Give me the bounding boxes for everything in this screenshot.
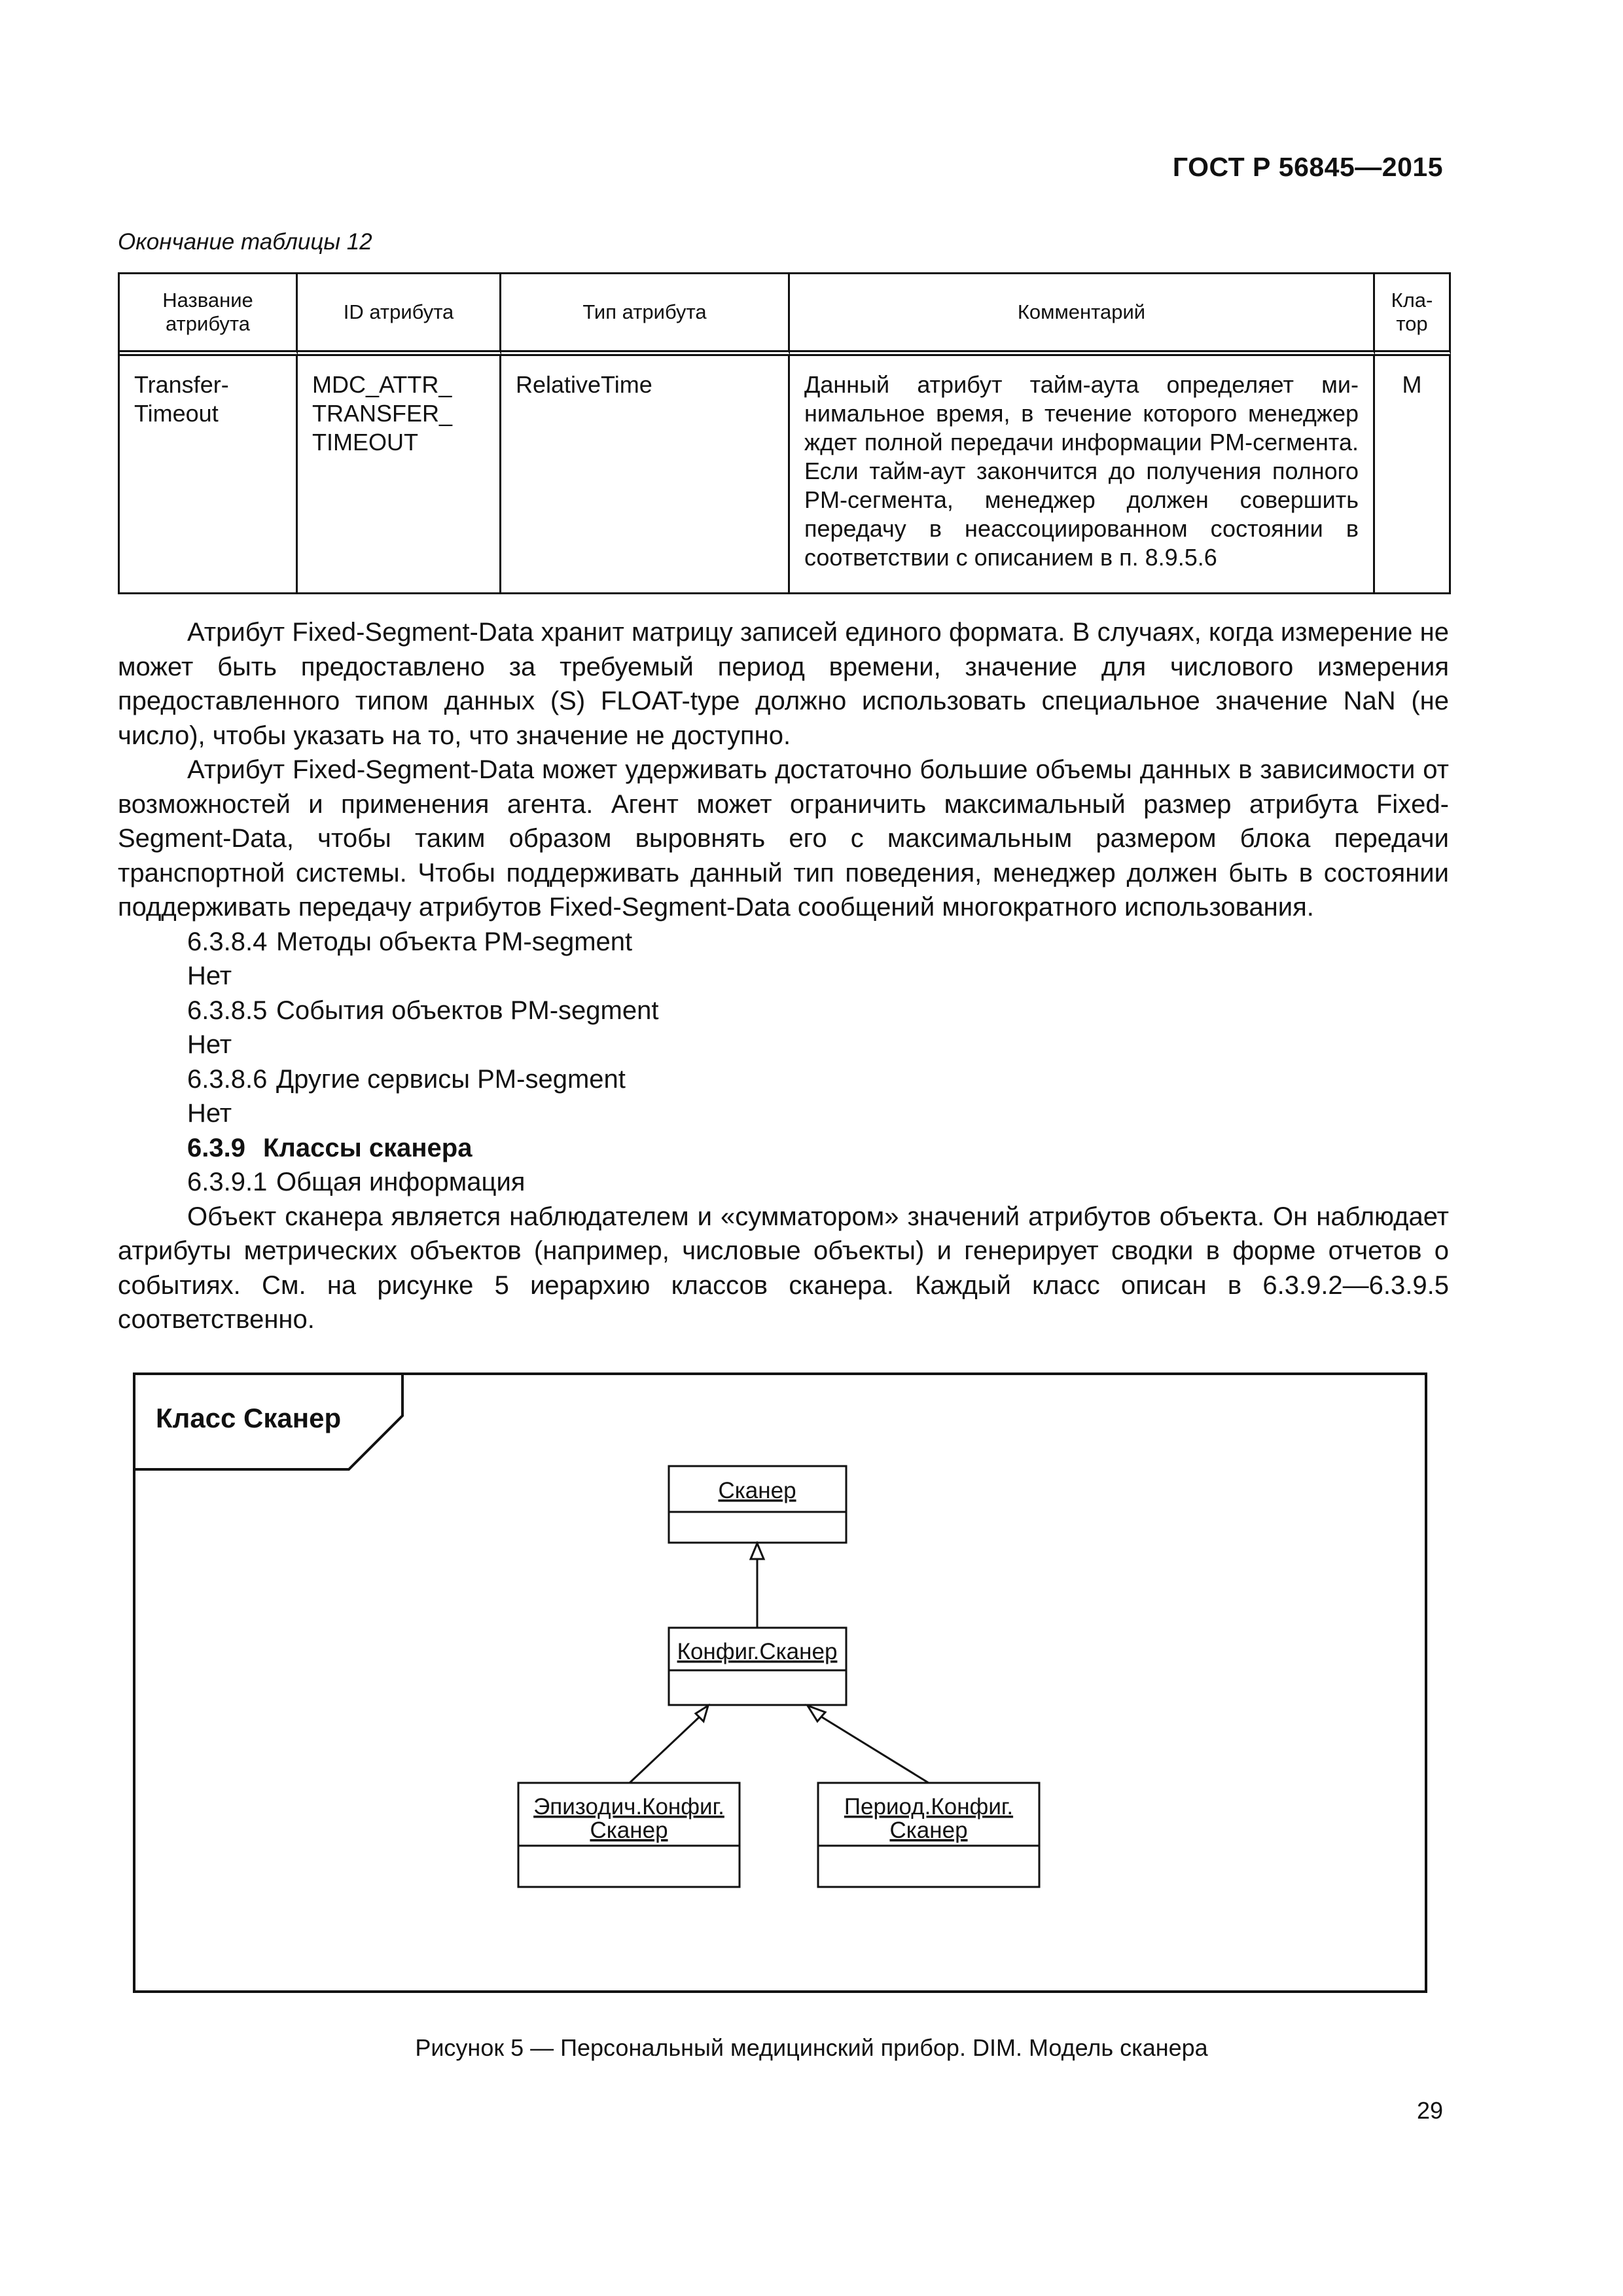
- section-heading-6-3-8-6: 6.3.8.6 Другие сервисы PM-segment: [187, 1064, 626, 1094]
- section-body-6-3-8-5: Нет: [187, 1030, 232, 1059]
- body-text: [118, 615, 1449, 1337]
- header-attribute-name: Название атрибута: [120, 274, 298, 356]
- inheritance-arrow-config-to-scanner: [751, 1543, 764, 1628]
- cell-attribute-type: RelativeTime: [501, 356, 790, 594]
- table-header-row: [120, 274, 1451, 356]
- header-attribute-type: Тип атрибута: [501, 274, 790, 356]
- scanner-class-diagram: [133, 1372, 1427, 1993]
- cell-classifier: M: [1375, 356, 1451, 594]
- section-body-6-3-8-6: Нет: [187, 1099, 232, 1128]
- cell-attribute-id: MDC_ATTR_ TRANSFER_ TIMEOUT: [298, 356, 501, 594]
- section-body-6-3-8-4: Нет: [187, 961, 232, 990]
- class-name-scanner: Сканер: [718, 1478, 796, 1503]
- table-row: [120, 356, 1451, 594]
- attributes-table: [118, 272, 1451, 594]
- class-name-episodic-line2: Сканер: [590, 1818, 668, 1843]
- class-box-scanner: [669, 1466, 846, 1543]
- standard-number-header: ГОСТ Р 56845—2015: [1172, 152, 1443, 182]
- figure-caption: Рисунок 5 — Персональный медицинский прибор. DIM. Модель сканера: [415, 2034, 1208, 2061]
- paragraph-scanner-object: Объект сканера является наблюдателем и «сумматором» значений атрибутов объекта. Он наблюдает атрибуты метрических объектов (например, числовые объекты) и генерирует сводки в форме отчетов о событиях. См. на рисунке 5 иерархию классов сканера. Каждый класс описан в 6.3.9.2—6.3.9.5 соответственно.: [118, 1202, 1449, 1334]
- class-name-episodic-line1: Эпизодич.Конфиг.: [533, 1794, 724, 1820]
- cell-comment: Данный атрибут тайм-аута определяет минимальное время, в течение которого менеджер ждет полной передачи информации PM-сегмента. Если тайм-аут закончится до получения полного PM-сегмента, менеджер должен совершить передачу в неассоциированном состоянии в соответствии с описанием в п. 8.9.5.6: [790, 356, 1375, 594]
- diagram-frame-label: Класс Сканер: [156, 1403, 342, 1433]
- paragraph-fixed-segment-data-1: Атрибут Fixed-Segment-Data хранит матрицу записей единого формата. В случаях, когда измерение не может быть предоставлено за требуемый период времени, значение для числового измерения предоставленного типом данных (S) FLOAT-type должно использовать специальное значение NaN (не число), чтобы указать на то, что значение не доступно.: [118, 618, 1449, 750]
- cell-attribute-name: Transfer- Timeout: [120, 356, 298, 594]
- page-number: 29: [1416, 2097, 1443, 2124]
- inheritance-arrow-episodic-to-config: [630, 1706, 708, 1783]
- class-name-periodic-line1: Период.Конфиг.: [844, 1794, 1014, 1820]
- section-heading-6-3-9-1: 6.3.9.1 Общая информация: [187, 1168, 526, 1196]
- paragraph-fixed-segment-data-2: Атрибут Fixed-Segment-Data может удерживать достаточно большие объемы данных в зависимости от возможностей и применения агента. Агент может ограничить максимальный размер атрибута Fixed-Segment-Data, чтобы таким образом выровнять его с максимальным размером блока передачи транспортной системы. Чтобы поддерживать данный тип поведения, менеджер должен быть в состоянии поддерживать передачу атрибутов Fixed-Segment-Data сообщений многократного использования.: [118, 755, 1449, 922]
- header-comment: Комментарий: [790, 274, 1375, 356]
- table-caption: Окончание таблицы 12: [118, 229, 372, 255]
- class-name-config-scanner: Конфиг.Сканер: [677, 1639, 838, 1664]
- header-attribute-id: ID атрибута: [298, 274, 501, 356]
- section-heading-6-3-8-4: 6.3.8.4 Методы объекта PM-segment: [187, 927, 633, 956]
- class-box-episodic-config-scanner: [518, 1783, 740, 1887]
- class-box-periodic-config-scanner: [818, 1783, 1039, 1887]
- section-heading-6-3-9: 6.3.9 Классы сканера: [187, 1133, 473, 1162]
- class-name-periodic-line2: Сканер: [889, 1818, 968, 1843]
- section-heading-6-3-8-5: 6.3.8.5 События объектов PM-segment: [187, 996, 659, 1025]
- header-classifier: Кла- тор: [1375, 274, 1451, 356]
- inheritance-arrow-periodic-to-config: [808, 1706, 929, 1783]
- class-box-config-scanner: [669, 1628, 846, 1705]
